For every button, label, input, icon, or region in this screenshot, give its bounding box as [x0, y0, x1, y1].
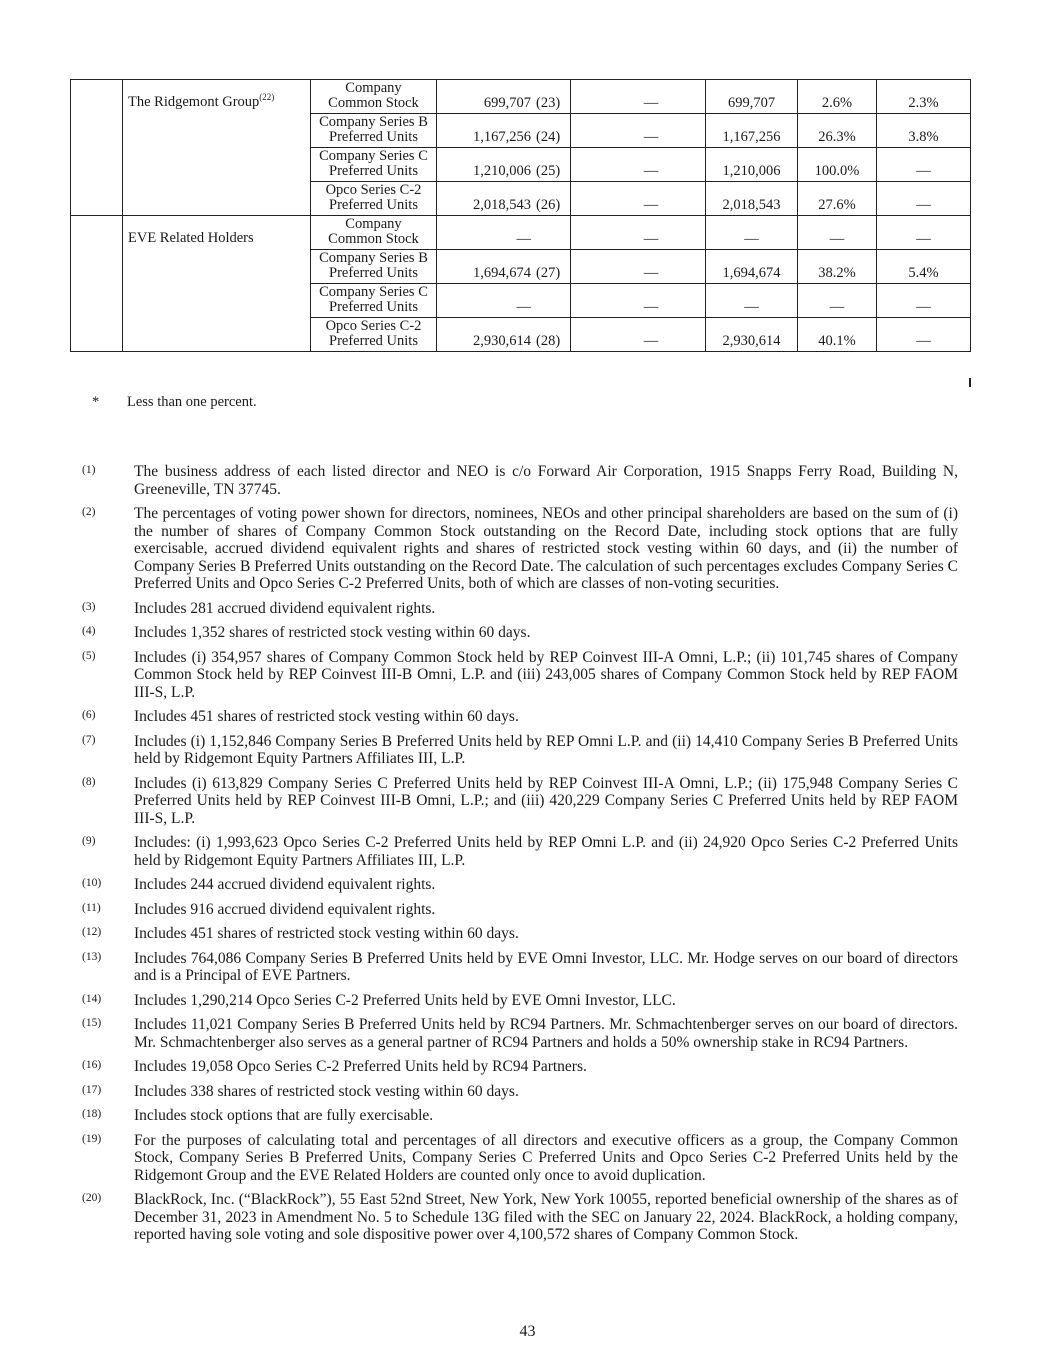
- footnote-item: [82, 876, 958, 894]
- footnote-text: Includes 764,086 Company Series B Preferred Units held by EVE Omni Investor, LLC. Mr. Hodge serves on our board of directors and is a Principal of EVE Partners.: [134, 949, 958, 984]
- footnote-item: [82, 901, 958, 919]
- percent-class-cell: —: [798, 284, 877, 318]
- footnote-number: (2): [82, 506, 96, 518]
- shares-cell: 699,707 (23): [437, 80, 571, 114]
- total-cell: 699,707: [706, 80, 798, 114]
- footnote-text: Includes 281 accrued dividend equivalent rights.: [134, 599, 436, 617]
- options-cell: —: [571, 318, 706, 352]
- percent-voting-cell: 2.3%: [877, 80, 971, 114]
- asterisk-note-text: Less than one percent.: [127, 394, 257, 410]
- shares-cell: 2,018,543 (26): [437, 182, 571, 216]
- footnote-text: Includes (i) 613,829 Company Series C Preferred Units held by REP Coinvest III-A Omni, L.P.; (ii) 175,948 Company Series C Preferred Units held by REP Coinvest III-B Omni, L.P.; and (iii) 420,229 Company Series C Preferred Units held by REP FAOM III-S, L.P.: [134, 774, 958, 827]
- holder-name: The Ridgemont Group$^{(22)}$: [123, 80, 311, 216]
- beneficial-ownership-table: [70, 79, 971, 352]
- footnote-item: [82, 1107, 958, 1125]
- footnote-number: (17): [82, 1083, 102, 1096]
- footnote-number: (20): [82, 1192, 102, 1204]
- footnote-item: [82, 649, 958, 702]
- footnote-number: (11): [82, 901, 101, 914]
- percent-voting-cell: —: [877, 216, 971, 250]
- footnote-number: (14): [82, 992, 102, 1005]
- footnote-number: (12): [82, 926, 102, 938]
- security-class: Company Series B Preferred Units: [311, 114, 437, 148]
- security-class: Opco Series C-2 Preferred Units: [311, 318, 437, 352]
- footnote-item: [82, 1016, 958, 1051]
- shares-cell: 1,694,674 (27): [437, 250, 571, 284]
- options-cell: —: [571, 182, 706, 216]
- percent-voting-cell: 3.8%: [877, 114, 971, 148]
- footnote-item: [82, 992, 958, 1010]
- footnote-number: (5): [82, 649, 96, 662]
- footnote-item: [82, 1132, 958, 1185]
- footnote-item: [82, 600, 958, 618]
- options-cell: —: [571, 148, 706, 182]
- percent-voting-cell: —: [877, 318, 971, 352]
- footnote-item: [82, 733, 958, 768]
- total-cell: 1,694,674: [706, 250, 798, 284]
- percent-class-cell: 40.1%: [798, 318, 877, 352]
- footnote-item: [82, 775, 958, 828]
- footnote-text: The business address of each listed director and NEO is c/o Forward Air Corporation, 1915 Snapps Ferry Road, Building N, Greeneville, TN 37745.: [134, 463, 958, 498]
- footnote-number: (10): [82, 877, 102, 889]
- security-class: Company Series C Preferred Units: [311, 284, 437, 318]
- table-row: [71, 216, 971, 250]
- shares-cell: —: [437, 216, 571, 250]
- percent-class-cell: 38.2%: [798, 250, 877, 284]
- page-number: 43: [519, 1323, 536, 1340]
- percent-voting-cell: —: [877, 182, 971, 216]
- footnote-number: (3): [82, 600, 96, 613]
- options-cell: —: [571, 250, 706, 284]
- total-cell: 1,210,006: [706, 148, 798, 182]
- total-cell: 1,167,256: [706, 114, 798, 148]
- footnote-text: Includes: (i) 1,993,623 Opco Series C-2 Preferred Units held by REP Omni L.P. and (ii) 24,920 Opco Series C-2 Preferred Units held by Ridgemont Equity Partners Affiliates III, L.P.: [134, 834, 958, 869]
- footnote-text: The percentages of voting power shown for directors, nominees, NEOs and other principal shareholders are based on the sum of (i) the number of shares of Company Common Stock outstanding on the Record Date, including stock options that are fully exercisable, accrued dividend equivalent rights and shares of restricted stock vesting within 60 days, and (ii) the number of Company Series B Preferred Units outstanding on the Record Date. The calculation of such percentages excludes Company Series C Preferred Units and Opco Series C-2 Preferred Units, both of which are classes of non-voting securities.: [134, 505, 958, 592]
- total-cell: 2,018,543: [706, 182, 798, 216]
- table-row: [71, 80, 971, 114]
- footnote-text: Includes 451 shares of restricted stock vesting within 60 days.: [134, 925, 519, 942]
- footnote-number: (6): [82, 709, 96, 721]
- security-class: Company Series B Preferred Units: [311, 250, 437, 284]
- footnote-item: [82, 1083, 958, 1101]
- asterisk-mark: *: [92, 394, 100, 410]
- shares-cell: —: [437, 284, 571, 318]
- footnote-text: Includes 244 accrued dividend equivalent rights.: [134, 876, 436, 893]
- footnote-item: [82, 1058, 958, 1076]
- percent-class-cell: 100.0%: [798, 148, 877, 182]
- security-class: Opco Series C-2 Preferred Units: [311, 182, 437, 216]
- footnote-text: Includes 1,290,214 Opco Series C-2 Preferred Units held by EVE Omni Investor, LLC.: [134, 991, 676, 1009]
- security-class: Company Common Stock: [311, 80, 437, 114]
- shares-cell: 1,167,256 (24): [437, 114, 571, 148]
- footnote-item: [82, 1191, 958, 1244]
- footnote-item: [82, 834, 958, 869]
- footnote-number: (4): [82, 625, 96, 637]
- footnote-text: Includes (i) 1,152,846 Company Series B Preferred Units held by REP Omni L.P. and (ii) 14,410 Company Series B Preferred Units held by Ridgemont Equity Partners Affiliates III, L.P.: [134, 732, 958, 767]
- percent-voting-cell: —: [877, 284, 971, 318]
- footnote-text: Includes 19,058 Opco Series C-2 Preferred Units held by RC94 Partners.: [134, 1058, 587, 1075]
- footnote-number: (18): [82, 1108, 102, 1120]
- footnote-text: Includes stock options that are fully exercisable.: [134, 1107, 434, 1124]
- footnote-text: For the purposes of calculating total and percentages of all directors and executive officers as a group, the Company Common Stock, Company Series B Preferred Units, Company Series C Preferred Units and Opco Series C-2 Preferred Units held by the Ridgemont Group and the EVE Related Holders are counted only once to avoid duplication.: [134, 1131, 958, 1184]
- footnote-number: (15): [82, 1017, 102, 1029]
- footnote-number: (8): [82, 775, 96, 788]
- shares-cell: 2,930,614 (28): [437, 318, 571, 352]
- shares-cell: 1,210,006 (25): [437, 148, 571, 182]
- footnote-number: (13): [82, 950, 102, 963]
- total-cell: —: [706, 284, 798, 318]
- percent-class-cell: —: [798, 216, 877, 250]
- footnote-number: (19): [82, 1132, 102, 1145]
- security-class: Company Common Stock: [311, 216, 437, 250]
- footnote-item: [82, 505, 958, 593]
- holder-name: EVE Related Holders: [123, 216, 311, 352]
- footnote-text: Includes 338 shares of restricted stock vesting within 60 days.: [134, 1082, 519, 1100]
- percent-class-cell: 26.3%: [798, 114, 877, 148]
- footnote-item: [82, 463, 958, 498]
- footnote-text: Includes 451 shares of restricted stock vesting within 60 days.: [134, 708, 519, 725]
- footnote-number: (7): [82, 733, 96, 746]
- percent-class-cell: 27.6%: [798, 182, 877, 216]
- total-cell: 2,930,614: [706, 318, 798, 352]
- footnote-text: Includes (i) 354,957 shares of Company Common Stock held by REP Coinvest III-A Omni, L.P.; (ii) 101,745 shares of Company Common Stock held by REP Coinvest III-B Omni, L.P. and (iii) 243,005 shares of Company Common Stock held by REP FAOM III-S, L.P.: [134, 648, 958, 701]
- footnote-item: [82, 950, 958, 985]
- footnote-item: [82, 624, 958, 642]
- percent-voting-cell: 5.4%: [877, 250, 971, 284]
- table-border-tail: [969, 378, 971, 387]
- footnote-text: Includes 1,352 shares of restricted stock vesting within 60 days.: [134, 624, 531, 641]
- footnote-number: (16): [82, 1059, 102, 1071]
- footnote-text: Includes 916 accrued dividend equivalent rights.: [134, 900, 436, 918]
- footnote-number: (1): [82, 464, 96, 476]
- blank-cell: [71, 216, 123, 352]
- percent-voting-cell: —: [877, 148, 971, 182]
- blank-cell: [71, 80, 123, 216]
- footnote-text: BlackRock, Inc. (“BlackRock”), 55 East 52nd Street, New York, New York 10055, reported beneficial ownership of the shares as of December 31, 2023 in Amendment No. 5 to Schedule 13G filed with the SEC on January 22, 2024. BlackRock, a holding company, reported having sole voting and sole dispositive power over 4,100,572 shares of Company Common Stock.: [134, 1191, 958, 1243]
- options-cell: —: [571, 80, 706, 114]
- footnotes-list: [82, 463, 958, 1251]
- total-cell: —: [706, 216, 798, 250]
- security-class: Company Series C Preferred Units: [311, 148, 437, 182]
- footnote-item: [82, 708, 958, 726]
- asterisk-note: [92, 394, 257, 411]
- percent-class-cell: 2.6%: [798, 80, 877, 114]
- options-cell: —: [571, 114, 706, 148]
- footnote-text: Includes 11,021 Company Series B Preferred Units held by RC94 Partners. Mr. Schmachtenberger serves on our board of directors. Mr. Schmachtenberger also serves as a general partner of RC94 Partners and holds a 50% ownership stake in RC94 Partners.: [134, 1016, 958, 1051]
- footnote-item: [82, 925, 958, 943]
- options-cell: —: [571, 216, 706, 250]
- options-cell: —: [571, 284, 706, 318]
- footnote-number: (9): [82, 835, 96, 847]
